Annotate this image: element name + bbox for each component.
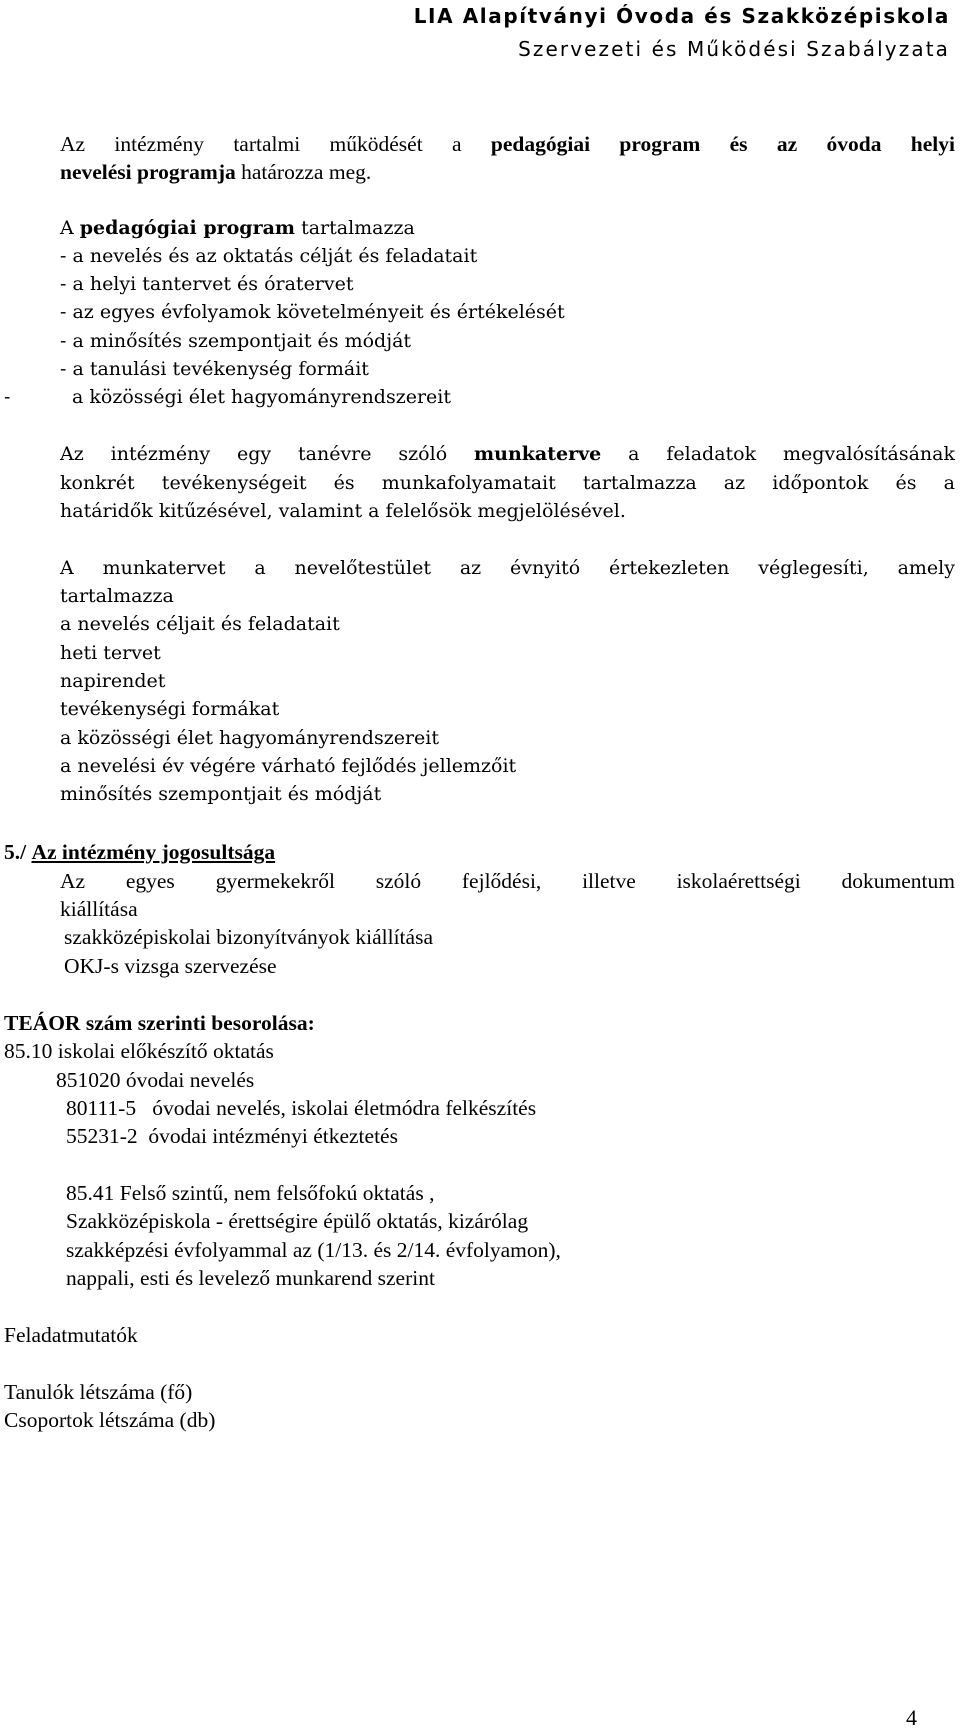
teaor-line: 851020 óvodai nevelés (56, 1068, 255, 1092)
section5-line3: szakközépiskolai bizonyítványok kiállítása (64, 925, 433, 949)
pedprog-intro (60, 218, 415, 240)
para1-line2 (60, 160, 371, 185)
teaor-heading-text: TEÁOR szám szerinti besorolása: (4, 1011, 315, 1035)
teaor-block2-line: nappali, esti és levelező munkarend szerint (66, 1266, 435, 1290)
header-title: LIA Alapítványi Óvoda és Szakközépiskola (413, 4, 950, 28)
indicators-title: Feladatmutatók (4, 1323, 138, 1347)
nevelotestulet-item: heti tervet (60, 642, 161, 664)
nevelotestulet-item: a nevelés céljait és feladatait (60, 613, 340, 635)
indicators-students: Tanulók létszáma (fő) (4, 1380, 193, 1404)
section5-line1: Az egyes gyermekekről szóló fejlődési, illetve iskolaérettségi dokumentum (60, 869, 955, 893)
nevelotestulet-item: a nevelési év végére várható fejlődés jellemzőit (60, 755, 517, 777)
teaor-heading (4, 1011, 315, 1036)
teaor-block2-line: szakképzési évfolyammal az (1/13. és 2/14. évfolyamon), (66, 1238, 561, 1262)
teaor-line: 55231-2 óvodai intézményi étkeztetés (66, 1124, 398, 1148)
pedprog-intro-bold: pedagógiai program (79, 217, 296, 239)
pedprog-item: - a nevelés és az oktatás célját és feladatait (60, 245, 478, 267)
section5-number: 5./ (4, 840, 27, 864)
munkaterv-line2: konkrét tevékenységeit és munkafolyamatait tartalmazza az időpontok és a (60, 472, 955, 494)
pedprog-item: - a helyi tantervet és óratervet (60, 273, 354, 295)
munkaterv-line1-bold: munkaterve (474, 443, 602, 465)
pedprog-item: - a minősítés szempontjait és módját (60, 330, 412, 352)
para1-line1-bold: pedagógiai program és az óvoda helyi (490, 132, 955, 156)
section5-line4: OKJ-s vizsga szervezése (64, 954, 277, 978)
section5-line2: kiállítása (60, 897, 138, 921)
para1-line2-bold: nevelési programja (60, 160, 236, 184)
indicators-groups: Csoportok létszáma (db) (4, 1408, 216, 1432)
nevelotestulet-line1: A munkatervet a nevelőtestület az évnyitó értekezleten véglegesíti, amely (60, 557, 955, 579)
munkaterv-line3: határidők kitűzésével, valamint a felelősök megjelölésével. (60, 500, 626, 522)
pedprog-last-dash: - (4, 386, 11, 408)
nevelotestulet-item: tevékenységi formákat (60, 698, 280, 720)
nevelotestulet-line2: tartalmazza (60, 585, 174, 607)
teaor-line: 85.10 iskolai előkészítő oktatás (4, 1039, 274, 1063)
teaor-line: 80111-5 óvodai nevelés, iskolai életmódra felkészítés (66, 1096, 537, 1120)
teaor-block2-line: 85.41 Felső szintű, nem felsőfokú oktatás , (66, 1181, 435, 1205)
pedprog-last-item: a közösségi élet hagyományrendszereit (72, 386, 452, 408)
nevelotestulet-item: napirendet (60, 670, 166, 692)
pedprog-item: - a tanulási tevékenység formáit (60, 358, 369, 380)
section5-title: Az intézmény jogosultsága (31, 840, 276, 864)
page-number: 4 (906, 1705, 917, 1730)
nevelotestulet-item: minősítés szempontjait és módját (60, 783, 382, 805)
pedprog-intro-pre: A (60, 217, 80, 239)
para1-line2-text: határozza meg. (235, 160, 372, 184)
munkaterv-line1-post: a feladatok megvalósításának (601, 443, 955, 465)
header-subtitle: Szervezeti és Működési Szabályzata (518, 37, 950, 61)
para1-line1 (60, 132, 955, 157)
pedprog-intro-post: tartalmazza (295, 217, 415, 239)
section5-heading (4, 840, 275, 865)
nevelotestulet-item: a közösségi élet hagyományrendszereit (60, 727, 440, 749)
pedprog-item: - az egyes évfolyamok követelményeit és értékelését (60, 301, 565, 323)
para1-line1-text: Az intézmény tartalmi működését a (60, 132, 491, 156)
munkaterv-line1-pre: Az intézmény egy tanévre szóló (60, 443, 475, 465)
munkaterv-line1 (60, 444, 955, 466)
teaor-block2-line: Szakközépiskola - érettségire épülő oktatás, kizárólag (66, 1209, 529, 1233)
